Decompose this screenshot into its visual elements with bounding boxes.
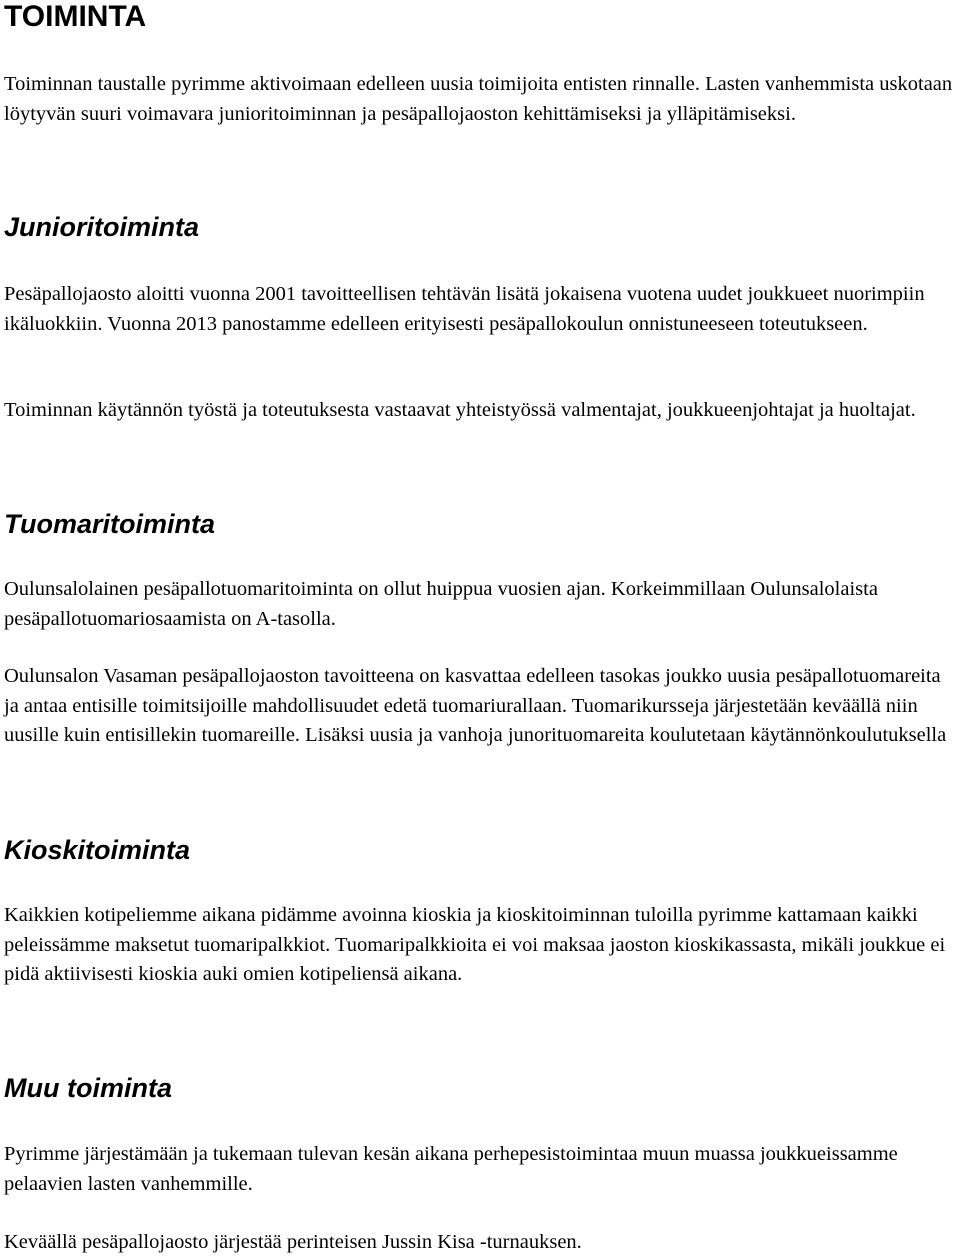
muu-toiminta-paragraph-2: Keväällä pesäpallojaosto järjestää perinteisen Jussin Kisa -turnauksen. [4,1231,582,1253]
junioritoiminta-paragraph-1: Pesäpallojaosto aloitti vuonna 2001 tavoitteellisen tehtävän lisätä jokaisena vuotena uudet joukkueet nuorimpiin ikäluokkiin. Vuonna 2013 panostamme edelleen erityisesti pesäpallokoulun onnistuneeseen toteutukseen. [4,283,925,335]
muu-toiminta-paragraph-1: Pyrimme järjestämään ja tukemaan tulevan kesän aikana perhepesistoimintaa muun muassa joukkueissamme pelaavien lasten vanhemmille. [4,1143,898,1195]
junioritoiminta-paragraph-2: Toiminnan käytännön työstä ja toteutuksesta vastaavat yhteistyössä valmentajat, joukkueenjohtajat ja huoltajat. [4,399,916,421]
kioskitoiminta-paragraph-1: Kaikkien kotipeliemme aikana pidämme avoinna kioskia ja kioskitoiminnan tuloilla pyrimme kattamaan kaikki peleissämme maksetut tuomaripalkkiot. Tuomaripalkkioita ei voi maksaa jaoston kioskikassasta, mikäli joukkue ei pidä aktiivisesti kioskia auki omien kotipeliensä aikana. [4,904,946,985]
section-heading-junioritoiminta: Junioritoiminta [4,212,199,242]
section-heading-kioskitoiminta: Kioskitoiminta [4,835,191,865]
section-heading-muu-toiminta: Muu toiminta [4,1073,172,1103]
tuomaritoiminta-paragraph-1: Oulunsalolainen pesäpallotuomaritoiminta on ollut huippua vuosien ajan. Korkeimmillaan Oulunsalolaista pesäpallotuomariosaamista on A-tasolla. [4,578,878,630]
tuomaritoiminta-paragraph-2: Oulunsalon Vasaman pesäpallojaoston tavoitteena on kasvattaa edelleen tasokas joukko uusia pesäpallotuomareita ja antaa entisille toimitsijoille mahdollisuudet edetä tuomariurallaan. Tuomarikursseja järjestetään keväällä niin uusille kuin entisillekin tuomareille. Lisäksi uusia ja vanhoja junorituomareita koulutetaan käytännönkoulutuksella [4,665,947,746]
page-title: TOIMINTA [4,0,147,33]
section-heading-tuomaritoiminta: Tuomaritoiminta [4,509,216,539]
intro-paragraph: Toiminnan taustalle pyrimme aktivoimaan edelleen uusia toimijoita entisten rinnalle. Lasten vanhemmista uskotaan löytyvän suuri voimavara junioritoiminnan ja pesäpallojaoston kehittämiseksi ja ylläpitämiseksi. [4,73,953,125]
